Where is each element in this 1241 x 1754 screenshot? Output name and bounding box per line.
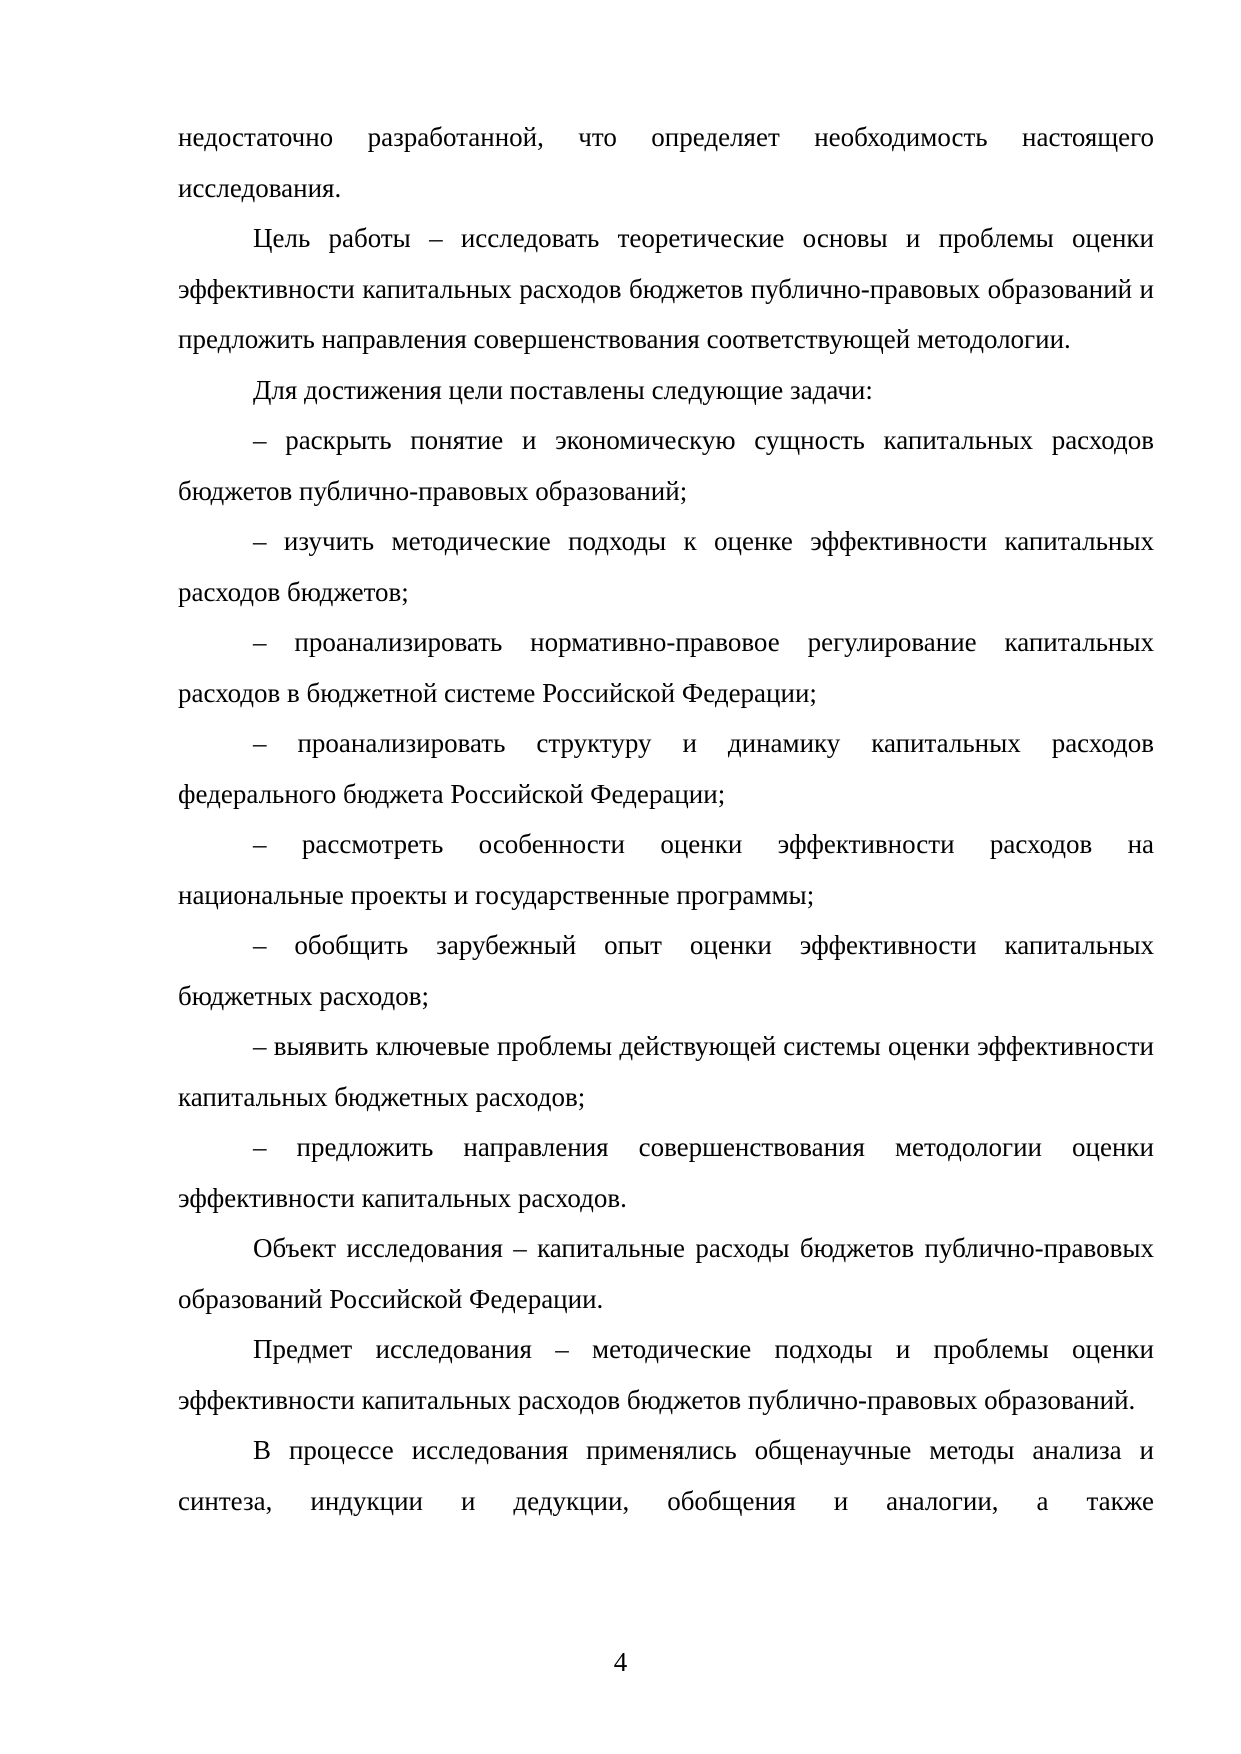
task-item: – изучить методические подходы к оценке эффективности капитальных расходов бюджетов; <box>178 526 1154 607</box>
paragraph-goal: Цель работы – исследовать теоретические основы и проблемы оценки эффективности капитальных расходов бюджетов публично-правовых образований и предложить направления совершенствования соответствующей методологии. <box>178 223 1154 354</box>
task-item: – предложить направления совершенствования методологии оценки эффективности капитальных расходов. <box>178 1132 1154 1213</box>
task-item: – выявить ключевые проблемы действующей системы оценки эффективности капитальных бюджетных расходов; <box>178 1031 1154 1112</box>
paragraph-continuation: недостаточно разработанной, что определяет необходимость настоящего исследования. <box>178 122 1154 203</box>
paragraph-subject: Предмет исследования – методические подходы и проблемы оценки эффективности капитальных расходов бюджетов публично-правовых образований. <box>178 1334 1154 1415</box>
page-number: 4 <box>613 1647 628 1677</box>
body-text <box>178 112 1154 1526</box>
task-item: – проанализировать нормативно-правовое регулирование капитальных расходов в бюджетной системе Российской Федерации; <box>178 627 1154 708</box>
task-item: – проанализировать структуру и динамику капитальных расходов федерального бюджета Российской Федерации; <box>178 728 1154 809</box>
paragraph-tasks-intro: Для достижения цели поставлены следующие задачи: <box>253 374 873 405</box>
task-item: – раскрыть понятие и экономическую сущность капитальных расходов бюджетов публично-правовых образований; <box>178 425 1154 506</box>
paragraph-methods: В процессе исследования применялись общенаучные методы анализа и синтеза, индукции и дедукции, обобщения и аналогии, а также <box>178 1435 1154 1516</box>
task-item: – рассмотреть особенности оценки эффективности расходов на национальные проекты и государственные программы; <box>178 829 1154 910</box>
paragraph-object: Объект исследования – капитальные расходы бюджетов публично-правовых образований Российской Федерации. <box>178 1233 1154 1314</box>
task-item: – обобщить зарубежный опыт оценки эффективности капитальных бюджетных расходов; <box>178 930 1154 1011</box>
